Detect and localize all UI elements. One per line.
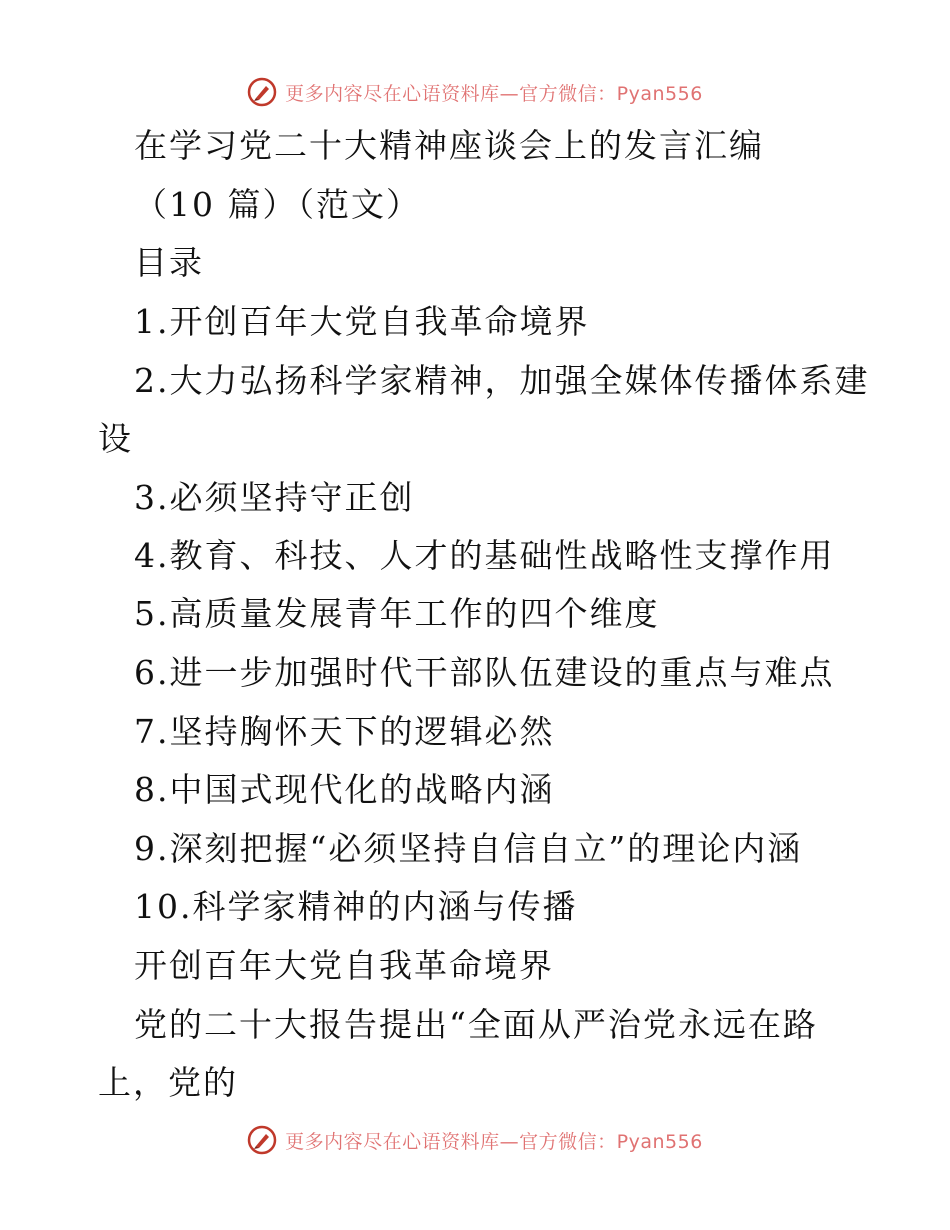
body-paragraph-line: 党的二十大报告提出“全面从严治党永远在路: [134, 1005, 818, 1044]
toc-item: 5.高质量发展青年工作的四个维度: [134, 594, 660, 633]
toc-item: 10.科学家精神的内涵与传播: [134, 887, 578, 926]
toc-item: 4.教育、科技、人才的基础性战略性支撑作用: [134, 536, 835, 575]
pen-logo-icon: [247, 1125, 277, 1155]
watermark-text: 更多内容尽在心语资料库—官方微信：Pyan556: [285, 82, 703, 105]
toc-item: 3.必须坚持守正创: [134, 478, 415, 517]
toc-item: 1.开创百年大党自我革命境界: [134, 302, 590, 341]
document-title-line-2: （10 篇）（范文）: [134, 185, 421, 224]
toc-heading: 目录: [134, 243, 204, 282]
body-paragraph-line: 上，党的: [98, 1063, 238, 1102]
section-title: 开创百年大党自我革命境界: [134, 946, 554, 985]
document-title-line-1: 在学习党二十大精神座谈会上的发言汇编: [134, 126, 764, 165]
toc-item: 9.深刻把握“必须坚持自信自立”的理论内涵: [134, 829, 803, 868]
toc-item-continuation: 设: [98, 419, 133, 458]
toc-item: 7.坚持胸怀天下的逻辑必然: [134, 712, 555, 751]
toc-item: 6.进一步加强时代干部队伍建设的重点与难点: [134, 653, 835, 692]
watermark-text: 更多内容尽在心语资料库—官方微信：Pyan556: [285, 1130, 703, 1153]
toc-item: 8.中国式现代化的战略内涵: [134, 770, 555, 809]
toc-item: 2.大力弘扬科学家精神，加强全媒体传播体系建: [134, 361, 870, 400]
watermark-banner-bottom: [0, 1120, 950, 1160]
